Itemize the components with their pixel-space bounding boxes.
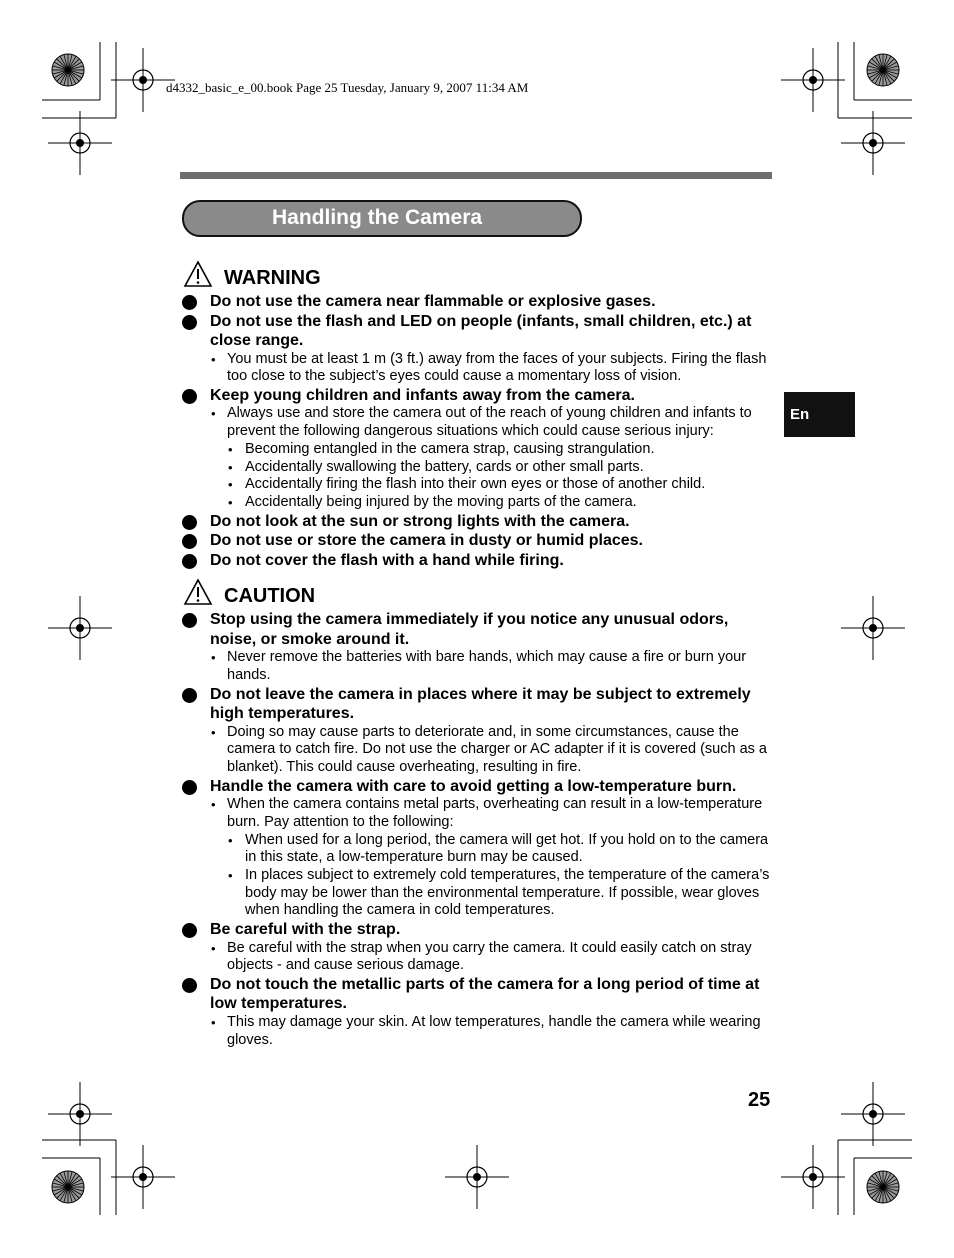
- caution-item: [180, 685, 772, 724]
- bullet-icon: •: [211, 406, 216, 422]
- caution-note-text: Never remove the batteries with bare hands, which may cause a fire or burn your hands.: [227, 649, 747, 683]
- warning-item: [180, 551, 772, 571]
- warning-subnote: [180, 441, 772, 459]
- registration-mark: [869, 1110, 877, 1118]
- warning-item: [180, 531, 772, 551]
- safety-content: [180, 258, 772, 1049]
- warning-note: [180, 405, 772, 440]
- warning-subnote: [180, 476, 772, 494]
- header-rule: [180, 172, 772, 179]
- bullet-dot-icon: [182, 554, 197, 569]
- warning-subnote: [180, 494, 772, 512]
- caution-note-text: This may damage your skin. At low temperatures, handle the camera while wearing gloves.: [227, 1013, 761, 1048]
- registration-mark: [139, 1173, 147, 1181]
- warning-item-text: Do not use or store the camera in dusty or humid places.: [210, 532, 643, 550]
- bullet-dot-icon: [182, 315, 197, 330]
- print-header: d4332_basic_e_00.book Page 25 Tuesday, January 9, 2007 11:34 AM: [166, 80, 529, 95]
- bullet-icon: •: [211, 650, 216, 666]
- bullet-dot-icon: [182, 295, 197, 310]
- caution-subnote-text: In places subject to extremely cold temperatures, the temperature of the camera’s body may be lower than the environmental temperature. If possible, wear gloves when handling the camera in cold temperatures.: [245, 866, 770, 919]
- caution-note: [180, 1014, 772, 1049]
- bullet-icon: •: [211, 940, 216, 956]
- caution-note: [180, 649, 772, 684]
- bullet-icon: •: [211, 724, 216, 740]
- warning-item: [180, 312, 772, 351]
- caution-item: [180, 777, 772, 797]
- page-title: Handling the Camera: [272, 206, 483, 229]
- caution-item-text: Stop using the camera immediately if you notice any unusual odors, noise, or smoke around it.: [210, 611, 729, 648]
- bullet-dot-icon: [182, 515, 197, 530]
- bullet-dot-icon: [182, 534, 197, 549]
- registration-mark: [809, 76, 817, 84]
- registration-mark: [809, 1173, 817, 1181]
- warning-subnote-text: Becoming entangled in the camera strap, causing strangulation.: [245, 440, 655, 457]
- registration-mark: [869, 624, 877, 632]
- caution-item-text: Handle the camera with care to avoid getting a low-temperature burn.: [210, 777, 737, 795]
- caution-note-text: Be careful with the strap when you carry the camera. It could easily catch on stray objects - and cause serious damage.: [227, 939, 752, 974]
- caution-note: [180, 940, 772, 975]
- bullet-icon: •: [211, 351, 216, 367]
- caution-subnote: [180, 867, 772, 920]
- warning-subnote-text: Accidentally being injured by the moving parts of the camera.: [245, 493, 637, 510]
- bullet-dot-icon: [182, 923, 197, 938]
- warning-item-text: Do not use the flash and LED on people (infants, small children, etc.) at close range.: [210, 312, 752, 349]
- bullet-dot-icon: [182, 978, 197, 993]
- bullet-dot-icon: [182, 688, 197, 703]
- registration-mark: [139, 76, 147, 84]
- caution-note: [180, 724, 772, 777]
- caution-item-text: Be careful with the strap.: [210, 921, 401, 939]
- caution-triangle-icon: [183, 578, 213, 606]
- warning-item: [180, 292, 772, 312]
- bullet-icon: •: [228, 867, 233, 883]
- caution-subnote-text: When used for a long period, the camera will get hot. If you hold on to the camera in this state, a low-temperature burn may be caused.: [245, 831, 769, 866]
- bullet-dot-icon: [182, 613, 197, 628]
- warning-item-text: Keep young children and infants away from the camera.: [210, 386, 635, 404]
- registration-mark: [76, 139, 84, 147]
- warning-item-text: Do not cover the flash with a hand while firing.: [210, 551, 564, 569]
- warning-label: WARNING: [224, 267, 321, 289]
- bullet-icon: •: [211, 797, 216, 813]
- bullet-dot-icon: [182, 780, 197, 795]
- warning-list: [180, 292, 772, 570]
- caution-heading: [180, 576, 772, 610]
- bullet-icon: •: [228, 494, 233, 510]
- caution-item: [180, 610, 772, 649]
- bullet-icon: •: [228, 477, 233, 493]
- warning-heading: [180, 258, 772, 292]
- warning-item-text: Do not use the camera near flammable or explosive gases.: [210, 293, 656, 310]
- warning-note: [180, 351, 772, 386]
- caution-item-text: Do not leave the camera in places where it may be subject to extremely high temperatures.: [210, 685, 751, 723]
- bullet-icon: •: [228, 832, 233, 848]
- caution-item: [180, 975, 772, 1014]
- warning-item: [180, 386, 772, 406]
- caution-note-text: When the camera contains metal parts, overheating can result in a low-temperature burn. Pay attention to the following:: [227, 796, 763, 830]
- caution-label: CAUTION: [224, 585, 316, 608]
- caution-subnote: [180, 832, 772, 867]
- warning-triangle-icon: [183, 260, 213, 288]
- bullet-icon: •: [228, 459, 233, 475]
- registration-mark: [76, 1110, 84, 1118]
- registration-mark: [76, 624, 84, 632]
- caution-list: [180, 610, 772, 1049]
- language-tab: En: [784, 392, 855, 437]
- section-title-banner: [182, 200, 582, 237]
- warning-item: [180, 512, 772, 532]
- warning-subnote-text: Accidentally firing the flash into their own eyes or those of another child.: [245, 476, 706, 493]
- warning-item-text: Do not look at the sun or strong lights with the camera.: [210, 512, 630, 530]
- warning-note-text: You must be at least 1 m (3 ft.) away from the faces of your subjects. Firing the flash too close to the subject’s eyes could cause a momentary loss of vision.: [227, 350, 767, 385]
- warning-note-text: Always use and store the camera out of the reach of young children and infants to prevent the following dangerous situations which could cause serious injury:: [227, 405, 752, 440]
- warning-subnote: [180, 459, 772, 477]
- bullet-dot-icon: [182, 389, 197, 404]
- caution-item: [180, 920, 772, 940]
- page-number: 25: [748, 1089, 771, 1111]
- bullet-icon: •: [228, 441, 233, 457]
- bullet-icon: •: [211, 1014, 216, 1030]
- caution-item-text: Do not touch the metallic parts of the camera for a long period of time at low temperatures.: [210, 975, 760, 1013]
- warning-subnote-text: Accidentally swallowing the battery, cards or other small parts.: [245, 458, 644, 475]
- caution-note-text: Doing so may cause parts to deteriorate and, in some circumstances, cause the camera to catch fire. Do not use the charger or AC adapter if it is covered (such as a blanket). This could cause overheating, resulting in fire.: [227, 723, 767, 775]
- registration-mark: [869, 139, 877, 147]
- registration-mark: [473, 1173, 481, 1181]
- caution-note: [180, 796, 772, 831]
